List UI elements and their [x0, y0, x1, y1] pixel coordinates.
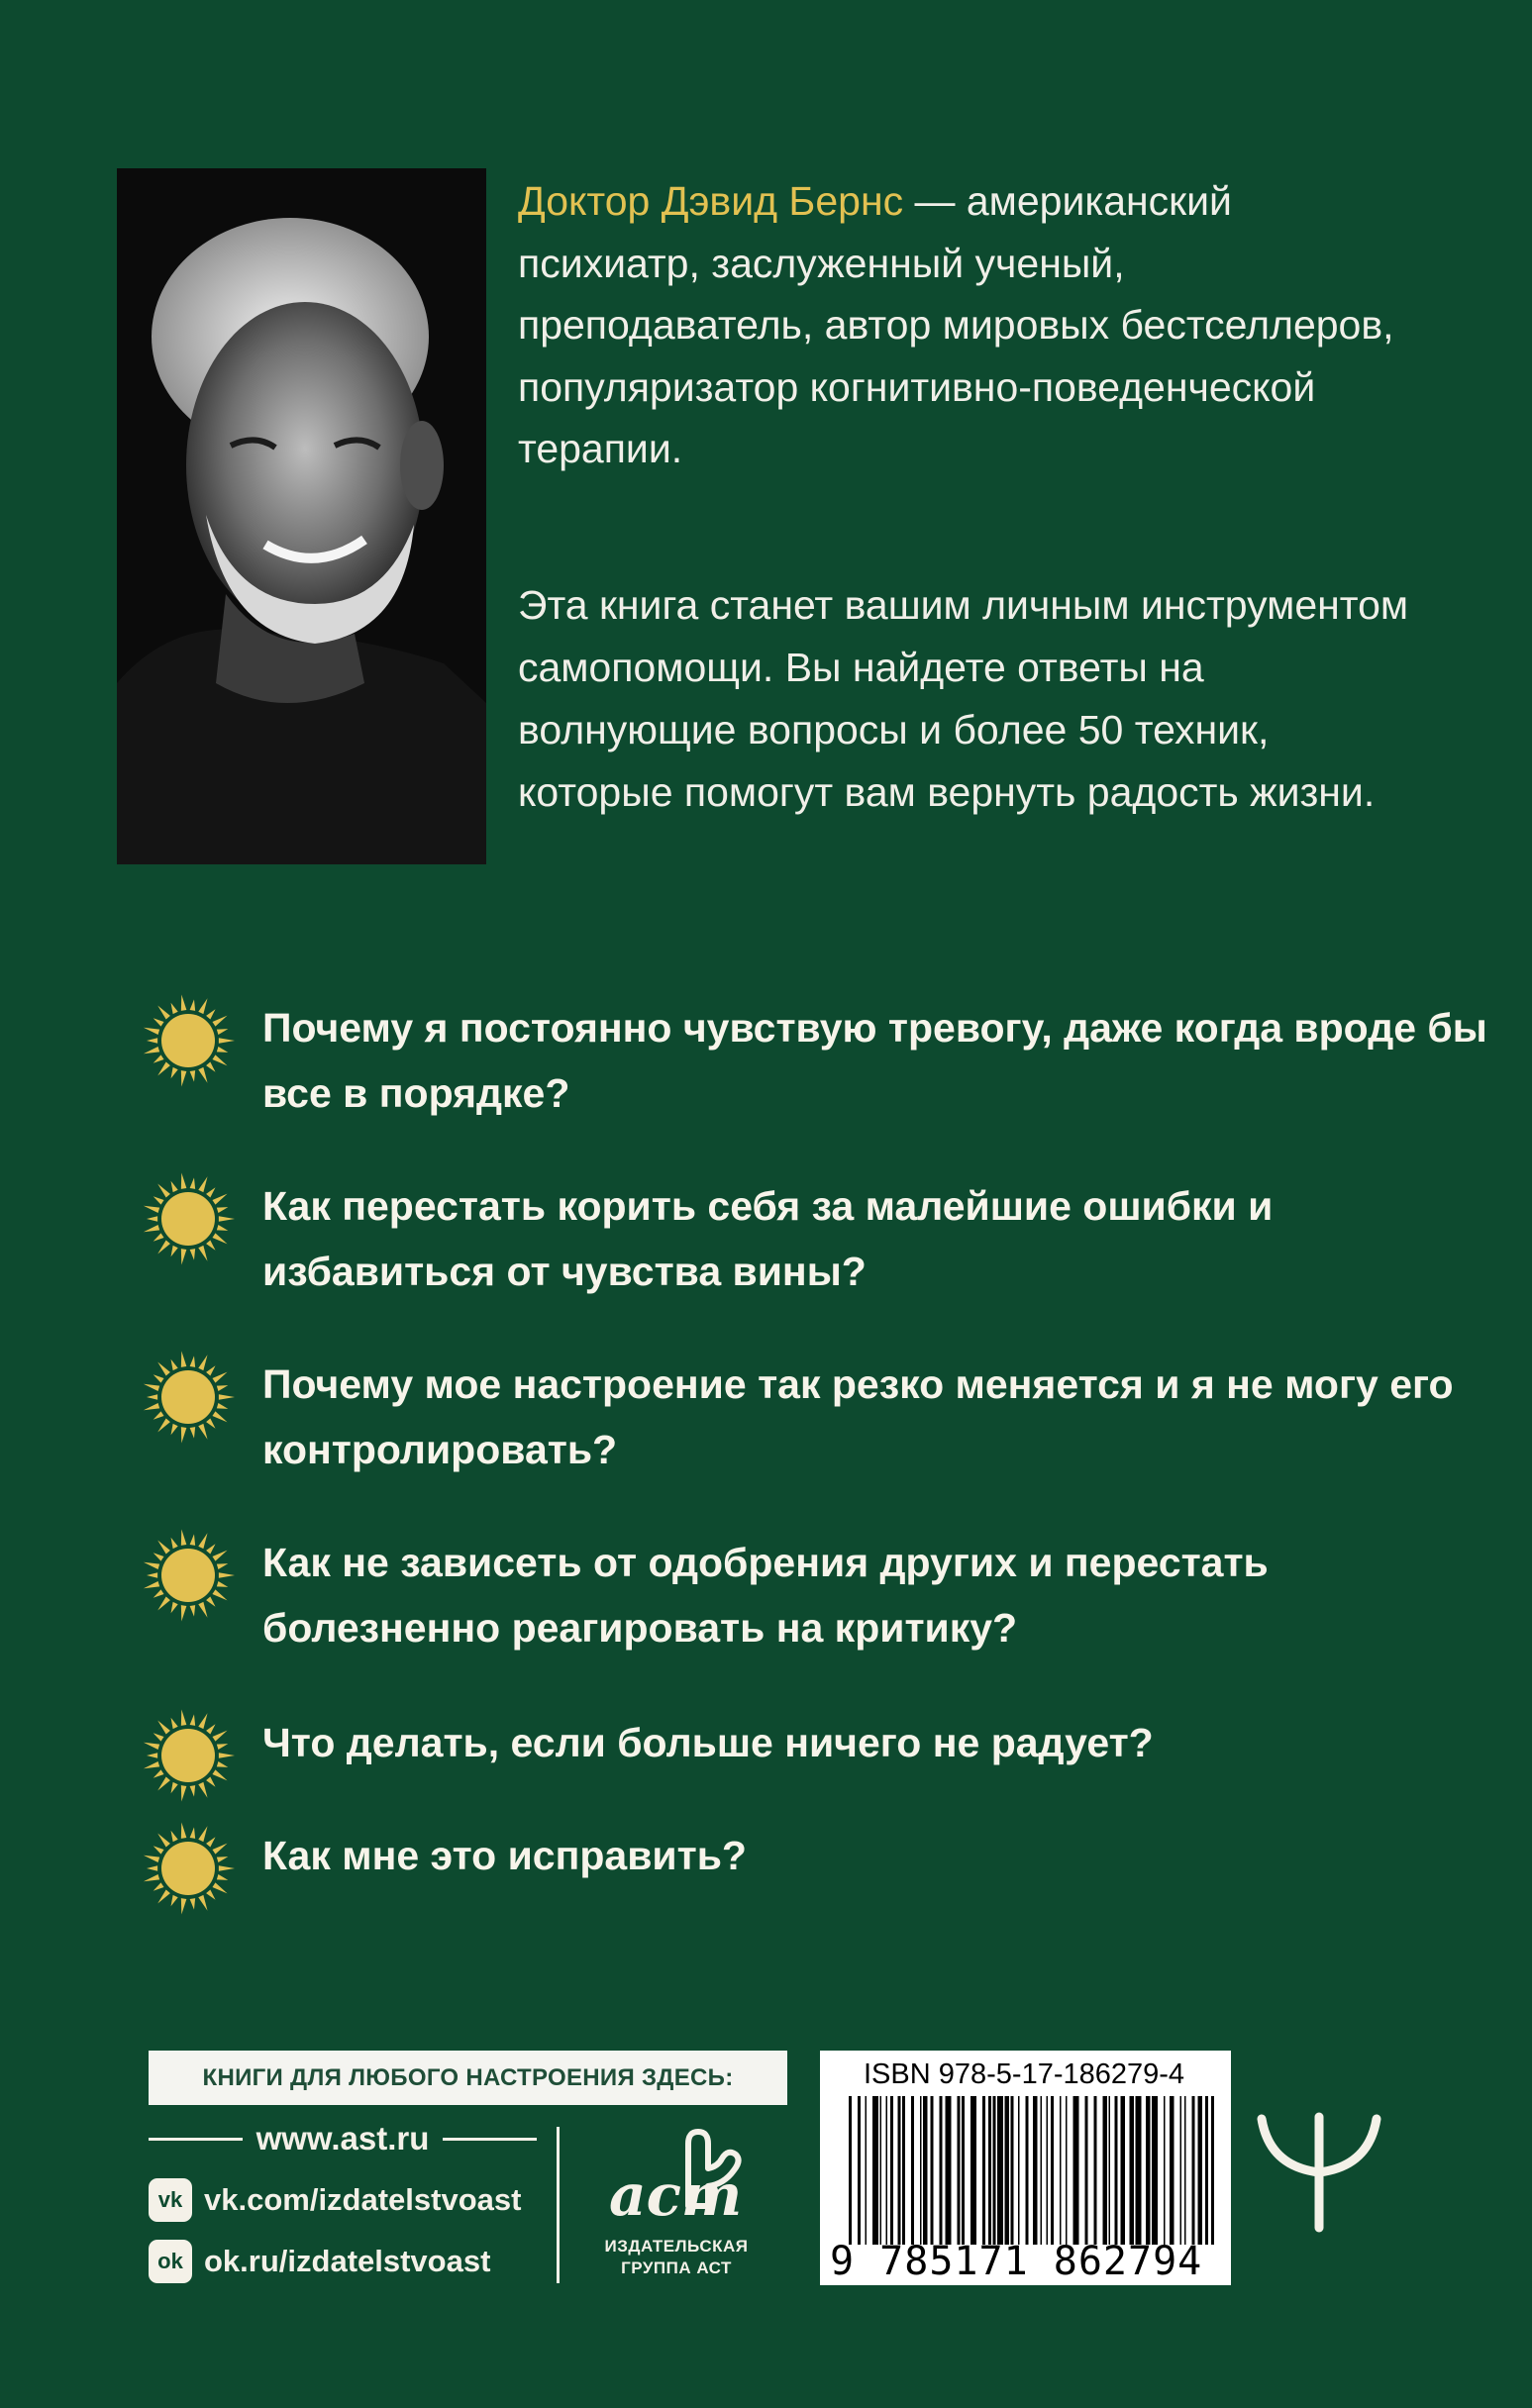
ean-number: 9 785171 862794 — [830, 2239, 1203, 2284]
question-text: Почему я постоянно чувствую тревогу, даже когда вроде бы все в порядке? — [262, 1005, 1487, 1116]
publisher-caption-line: ГРУППА АСТ — [621, 2258, 732, 2277]
publisher-caption — [592, 2236, 761, 2279]
barcode — [845, 2096, 1216, 2245]
vk-icon: vk — [149, 2178, 192, 2222]
footer-divider — [557, 2127, 560, 2283]
author-name: Доктор Дэвид Бернс — [518, 178, 904, 224]
sun-icon — [139, 1348, 238, 1447]
author-bio — [518, 170, 1409, 480]
sun-icon — [139, 991, 238, 1090]
isbn-number: ISBN 978-5-17-186279-4 — [864, 2058, 1185, 2090]
website-link[interactable]: www.ast.ru — [255, 2120, 430, 2157]
sun-icon — [139, 1706, 238, 1805]
question-text: Как перестать корить себя за малейшие ошибки и избавиться от чувства вины? — [262, 1183, 1274, 1294]
book-description: Эта книга станет вашим личным инструментом самопомощи. Вы найдете ответы на волнующие вопросы и более 50 техник, которые помогут вам вернуть радость жизни. — [518, 582, 1409, 815]
vk-link[interactable] — [149, 2178, 521, 2222]
author-bio-text: — американский психиатр, заслуженный ученый, преподаватель, автор мировых бестселлеров, популяризатор когнитивно-поведенческой терапии. — [518, 178, 1394, 471]
question-text: Как не зависеть от одобрения других и перестать болезненно реагировать на критику? — [262, 1540, 1269, 1651]
vk-link-text: vk.com/izdatelstvoast — [204, 2182, 522, 2217]
publisher-logo-text: аст — [609, 2161, 743, 2229]
isbn-barcode-box — [820, 2051, 1231, 2285]
question-text: Что делать, если больше ничего не радует? — [262, 1720, 1154, 1765]
publisher-logo — [601, 2124, 750, 2238]
author-portrait-image — [117, 168, 486, 864]
ok-icon: ok — [149, 2240, 192, 2283]
ok-link-text: ok.ru/izdatelstvoast — [204, 2244, 491, 2278]
website-row — [149, 2119, 537, 2158]
sun-icon — [139, 1819, 238, 1918]
sun-icon — [139, 1169, 238, 1268]
divider — [149, 2138, 243, 2141]
question-text: Почему мое настроение так резко меняется и я не могу его контролировать? — [262, 1361, 1454, 1472]
publisher-caption-line: ИЗДАТЕЛЬСКАЯ — [604, 2237, 749, 2256]
author-photo — [117, 168, 486, 864]
sun-icon — [139, 1526, 238, 1625]
ok-link[interactable] — [149, 2240, 490, 2283]
question-text: Как мне это исправить? — [262, 1833, 747, 1878]
footer-banner: КНИГИ ДЛЯ ЛЮБОГО НАСТРОЕНИЯ ЗДЕСЬ: — [149, 2051, 787, 2105]
psi-symbol-icon — [1256, 2107, 1382, 2236]
divider — [443, 2138, 537, 2141]
